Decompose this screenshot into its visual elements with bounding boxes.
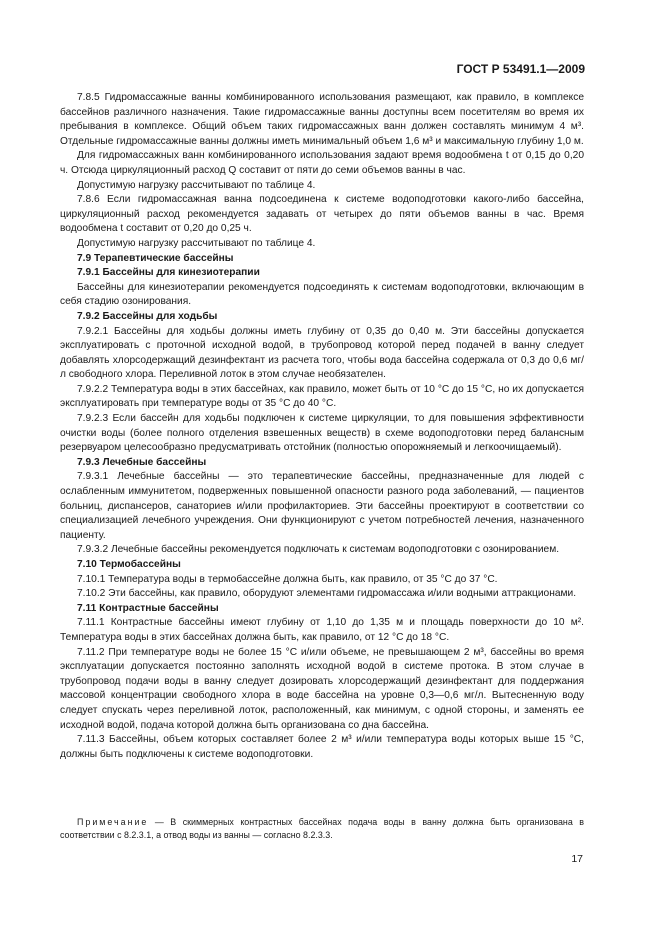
paragraph: 7.9.2.2 Температура воды в этих бассейнах, как правило, может быть от 10 °С до 15 °С, но их допускается эксплуатировать при температуре воды от 35 °С до 40 °С. — [60, 383, 584, 410]
paragraph: Допустимую нагрузку рассчитывают по таблице 4. — [77, 237, 316, 249]
note — [60, 816, 584, 842]
document-body — [60, 91, 584, 762]
paragraph: Для гидромассажных ванн комбинированного использования задают время водообмена t от 0,15 до 0,20 ч. Отсюда циркуляционный расход Q составит от пяти до семи объемов ванны в час. — [60, 150, 584, 176]
subsection-heading: 7.9.2 Бассейны для ходьбы — [77, 310, 218, 322]
subsection-heading: 7.9.3 Лечебные бассейны — [77, 456, 207, 468]
subsection-heading: 7.9.1 Бассейны для кинезиотерапии — [77, 267, 260, 279]
paragraph: 7.10.2 Эти бассейны, как правило, оборудуют элементами гидромассажа и/или водными аттракционами. — [77, 588, 577, 600]
paragraph: 7.10.1 Температура воды в термобассейне должна быть, как правило, от 35 °С до 37 °С. — [77, 573, 498, 585]
paragraph: 7.9.3.2 Лечебные бассейны рекомендуется подключать к системам водоподготовки с озонированием. — [77, 544, 560, 556]
section-heading: 7.11 Контрастные бассейны — [77, 602, 219, 614]
document-header: ГОСТ Р 53491.1—2009 — [456, 62, 585, 76]
section-heading: 7.9 Терапевтические бассейны — [77, 252, 234, 264]
paragraph: 7.8.6 Если гидромассажная ванна подсоединена к системе водоподготовки какого-либо бассейна, циркуляционный расход рекомендуется задавать от четырех до пяти объемов ванны в час. Время водообмена t составит от 0,20 до 0,25 ч. — [60, 194, 584, 235]
paragraph: Допустимую нагрузку рассчитывают по таблице 4. — [77, 179, 316, 191]
paragraph: 7.9.3.1 Лечебные бассейны — это терапевтические бассейны, предназначенные для людей с ослабленным иммунитетом, подверженных повышенной опасности разного рода заболеваний, — пациентов больниц, диспансеров, санаториев и/или профилакториев. Эти бассейны проектируют в соответствии со специализацией лечебного учреждения. Они функционируют с учетом потребностей лечения, назначенного пациенту. — [60, 471, 584, 541]
paragraph: 7.11.1 Контрастные бассейны имеют глубину от 1,10 до 1,35 м и площадь поверхности до 10 м². Температура воды в этих бассейнах должна быть, как правило, от 12 °С до 18 °С. — [60, 617, 584, 643]
note-label: Примечание — [77, 817, 149, 827]
paragraph: 7.9.2.1 Бассейны для ходьбы должны иметь глубину от 0,35 до 0,40 м. Эти бассейны допускается эксплуатировать с проточной исходной водой, в трубопровод которой перед подачей в ванну следует добавлять хлорсодержащий дезинфектант из расчета того, чтобы вода бассейна содержала от 0,3 до 0,6 мг/л свободного хлора. Переливной лоток в этом случае необязателен. — [60, 325, 584, 381]
paragraph: Бассейны для кинезиотерапии рекомендуется подсоединять к системам водоподготовки, включающим в себя стадию озонирования. — [60, 281, 584, 308]
paragraph: 7.11.2 При температуре воды не более 15 °С и/или объеме, не превышающем 2 м³, бассейны во время эксплуатации допускается постоянно заполнять исходной водой в системе протока. В этом случае в трубопровод подачи воды в ванну следует дозировать хлорсодержащий дезинфектант для поддержания массовой концентрации свободного хлора в воде бассейна на уровне 0,3—0,6 мг/л. Вытесненную воду следует спускать через переливной лоток, расположенный, как минимум, с одной стороны, и заменять ее исходной водой, подача которой должна быть организована со дна бассейна. — [60, 646, 584, 731]
page-number: 17 — [571, 853, 583, 865]
section-heading: 7.10 Термобассейны — [77, 559, 181, 570]
paragraph: 7.11.3 Бассейны, объем которых составляет более 2 м³ и/или температура воды которых выше 15 °С, должны быть подключены к системе водоподготовки. — [60, 734, 584, 760]
paragraph: 7.8.5 Гидромассажные ванны комбинированного использования размещают, как правило, в комплексе бассейнов различного назначения. Такие гидромассажные ванны доступны всем посетителям во время их пребывания в комплексе. Общий объем таких гидромассажных ванн должен составлять минимум 4 м³. Отдельные гидромассажные ванны должны иметь минимальный объем 1,6 м³ и максимальную глубину 1,0 м. — [60, 92, 584, 147]
note-text: — В скиммерных контрастных бассейнах подача воды в ванну должна быть организована в соответствии с 8.2.3.1, а отвод воды из ванны — согласно 8.2.3.3. — [60, 817, 584, 840]
paragraph: 7.9.2.3 Если бассейн для ходьбы подключен к системе циркуляции, то для повышения эффективности очистки воды (более полного отделения взвешенных веществ) в схеме водоподготовки перед балансным резервуаром целесообразно предусматривать отстойник (полностью опорожняемый и легкоочищаемый). — [60, 413, 584, 454]
